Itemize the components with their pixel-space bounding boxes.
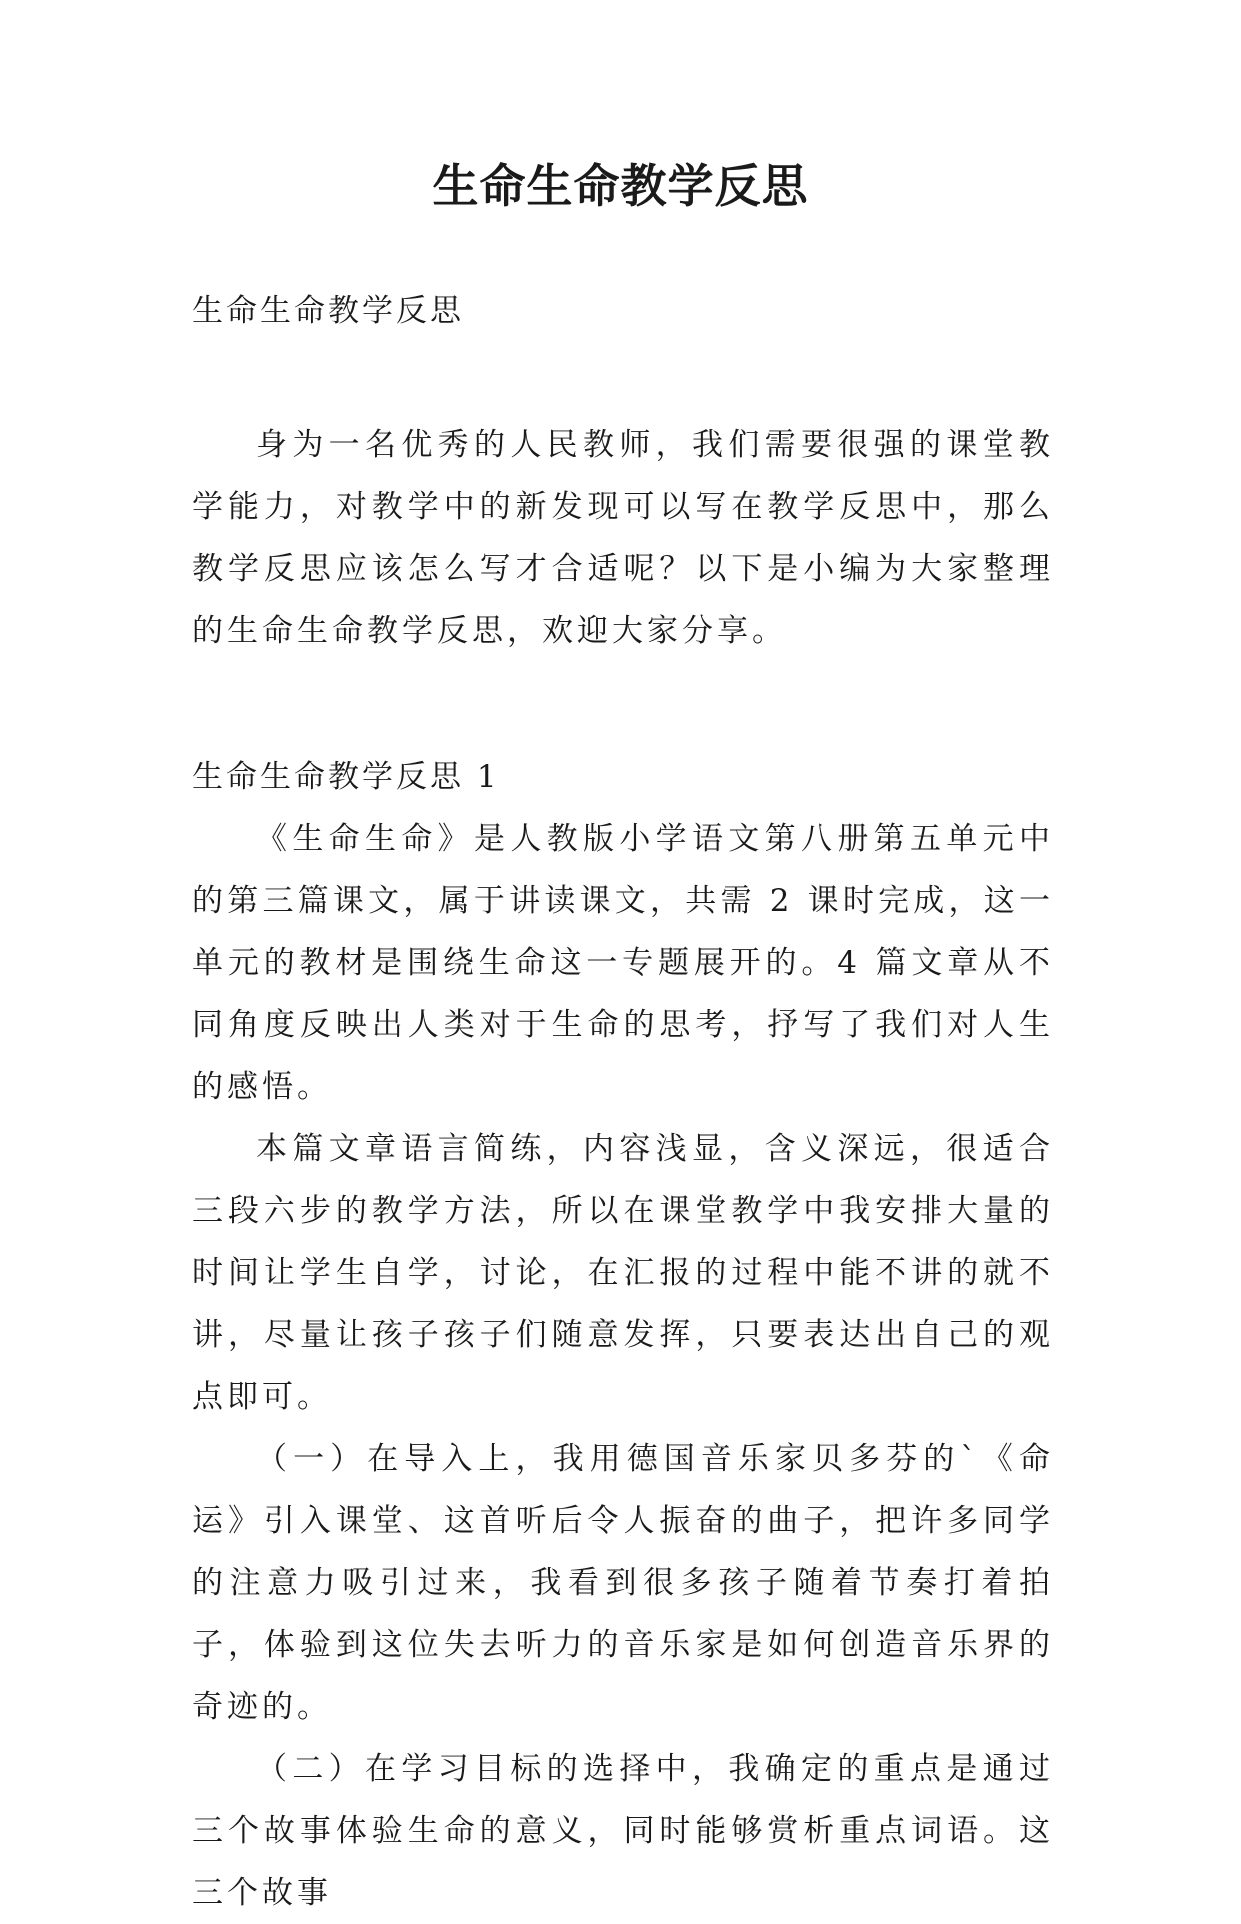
intro-paragraph: 身为一名优秀的人民教师，我们需要很强的课堂教学能力，对教学中的新发现可以写在教学反思中，那么教学反思应该怎么写才合适呢？以下是小编为大家整理的生命生命教学反思，欢迎大家分享。	[192, 427, 1054, 649]
section-heading: 生命生命教学反思 1	[192, 759, 500, 795]
document-subtitle: 生命生命教学反思	[192, 293, 464, 329]
body-paragraph: （二）在学习目标的选择中，我确定的重点是通过三个故事体验生命的意义，同时能够赏析重点词语。这三个故事	[192, 1751, 1054, 1911]
document-title: 生命生命教学反思	[432, 159, 809, 213]
body-paragraph: （一）在导入上，我用德国音乐家贝多芬的`《命运》引入课堂、这首听后令人振奋的曲子，把许多同学的注意力吸引过来，我看到很多孩子随着节奏打着拍子，体验到这位失去听力的音乐家是如何创造音乐界的奇迹的。	[192, 1441, 1054, 1725]
document-body	[192, 280, 1054, 1924]
body-paragraph: 《生命生命》是人教版小学语文第八册第五单元中的第三篇课文，属于讲读课文，共需 2 课时完成，这一单元的教材是围绕生命这一专题展开的。4 篇文章从不同角度反映出人类对于生命的思考，抒写了我们对人生的感悟。	[192, 821, 1054, 1105]
spacer	[192, 662, 1054, 746]
body-paragraph: 本篇文章语言简练，内容浅显，含义深远，很适合三段六步的教学方法，所以在课堂教学中我安排大量的时间让学生自学，讨论，在汇报的过程中能不讲的就不讲，尽量让孩子孩子们随意发挥，只要表达出自己的观点即可。	[192, 1131, 1054, 1415]
spacer	[192, 342, 1054, 414]
